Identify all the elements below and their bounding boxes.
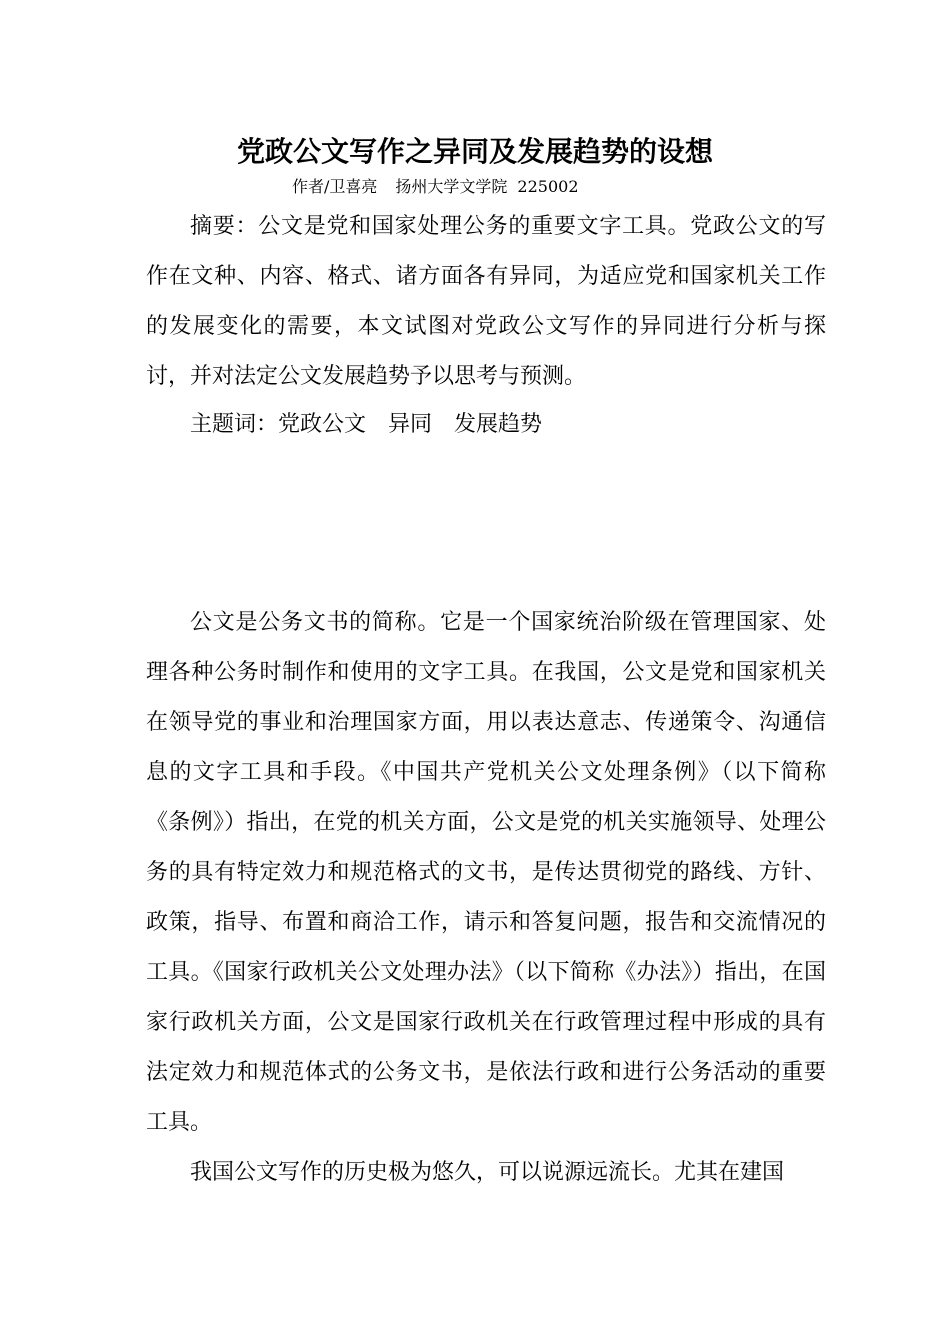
paper-title: 党政公文写作之异同及发展趋势的设想 [236,135,713,168]
keyword: 异同 [388,412,433,437]
main-body [146,598,826,1198]
affiliation: 扬州大学文学院 [395,177,508,196]
keywords-line [190,400,542,450]
keyword: 党政公文 [278,412,367,437]
byline [292,176,579,198]
postcode: 225002 [517,177,579,196]
author: 作者/卫喜亮 [292,177,378,196]
body-paragraph: 我国公文写作的历史极为悠久，可以说源远流长。尤其在建国 [190,1160,785,1185]
keyword: 发展趋势 [454,412,543,437]
body-paragraph: 公文是公务文书的简称。它是一个国家统治阶级在管理国家、处理各种公务时制作和使用的文字工具。在我国，公文是党和国家机关在领导党的事业和治理国家方面，用以表达意志、传递策令、沟通信息的文字工具和手段。《中国共产党机关公文处理条例》（以下简称《条例》）指出，在党的机关方面，公文是党的机关实施领导、处理公务的具有特定效力和规范格式的文书，是传达贯彻党的路线、方针、政策，指导、布置和商洽工作，请示和答复问题，报告和交流情况的工具。《国家行政机关公文处理办法》（以下简称《办法》）指出，在国家行政机关方面，公文是国家行政机关在行政管理过程中形成的具有法定效力和规范体式的公务文书，是依法行政和进行公务活动的重要工具。 [146,610,826,1135]
abstract-paragraph: 摘要：公文是党和国家处理公务的重要文字工具。党政公文的写作在文种、内容、格式、诸方面各有异同，为适应党和国家机关工作的发展变化的需要，本文试图对党政公文写作的异同进行分析与探讨，并对法定公文发展趋势予以思考与预测。 [146,214,826,389]
abstract-section [146,202,826,402]
keywords-label: 主题词： [190,412,279,437]
